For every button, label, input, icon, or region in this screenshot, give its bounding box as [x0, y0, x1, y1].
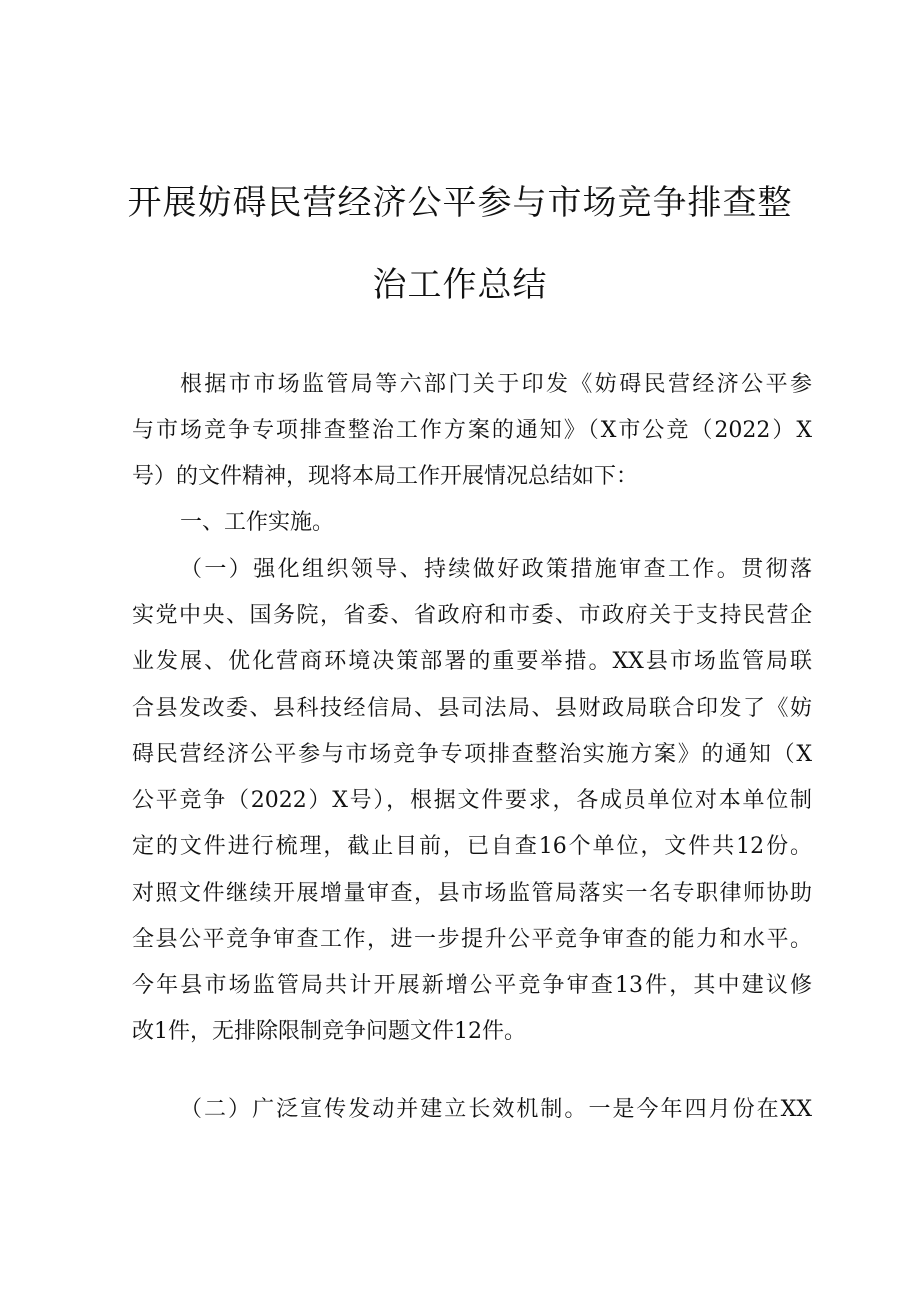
body-line-9: 碍民营经济公平参与市场竞争专项排查整治实施方案》的通知（X: [132, 742, 812, 767]
body-line-15: 改1件，无排除限制竞争问题文件12件。: [132, 1019, 526, 1044]
section-heading-1: 一、工作实施。: [180, 510, 335, 535]
body-line-7: 业发展、优化营商环境决策部署的重要举措。XX县市场监管局联: [132, 649, 812, 674]
body-line-5: （一）强化组织领导、持续做好政策措施审查工作。贯彻落: [180, 557, 812, 582]
body-line-12: 对照文件继续开展增量审查，县市场监管局落实一名专职律师协助: [132, 881, 812, 906]
body-line-13: 全县公平竞争审查工作，进一步提升公平竞争审查的能力和水平。: [132, 927, 812, 952]
body-line-8: 合县发改委、县科技经信局、县司法局、县财政局联合印发了《妨: [132, 696, 812, 721]
body-line-1: 根据市市场监管局等六部门关于印发《妨碍民营经济公平参: [180, 372, 812, 397]
body-line-14: 今年县市场监管局共计开展新增公平竞争审查13件，其中建议修: [132, 973, 812, 998]
document-title-line-2: 治工作总结: [372, 265, 548, 305]
body-line-2: 与市场竞争专项排查整治工作方案的通知》（X市公竞（2022）X: [132, 418, 812, 443]
body-line-11: 定的文件进行梳理，截止目前，已自查16个单位，文件共12份。: [132, 834, 812, 859]
body-line-10: 公平竞争（2022）X号），根据文件要求，各成员单位对本单位制: [132, 788, 812, 813]
body-line-3: 号）的文件精神，现将本局工作开展情况总结如下：: [132, 464, 639, 489]
document-title-line-1: 开展妨碍民营经济公平参与市场竞争排查整: [127, 183, 793, 223]
body-line-16: （二）广泛宣传发动并建立长效机制。一是今年四月份在XX: [180, 1097, 812, 1122]
body-line-6: 实党中央、国务院，省委、省政府和市委、市政府关于支持民营企: [132, 603, 812, 628]
